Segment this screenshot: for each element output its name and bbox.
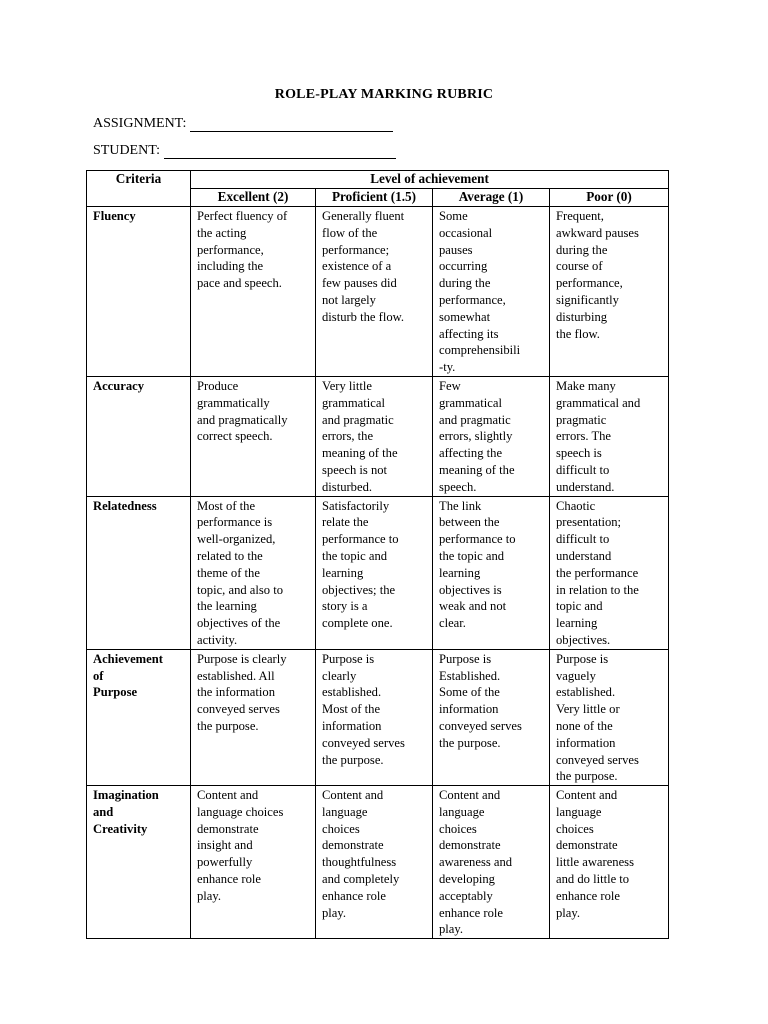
relatedness-proficient-cell: Satisfactorily relate the performance to the topic and learning objectives; the story is a complete one. (316, 496, 433, 649)
student-blank-line (164, 144, 396, 159)
purpose-proficient-cell: Purpose is clearly established. Most of the information conveyed serves the purpose. (316, 649, 433, 785)
relatedness-poor-cell: Chaotic presentation; difficult to understand the performance in relation to the topic and learning objectives. (550, 496, 669, 649)
level-header-average: Average (1) (433, 189, 550, 207)
table-row (87, 649, 669, 785)
rubric-table (86, 170, 669, 939)
accuracy-average-cell: Few grammatical and pragmatic errors, slightly affecting the meaning of the speech. (433, 376, 550, 496)
criterion-relatedness: Relatedness (87, 496, 191, 649)
purpose-excellent-cell: Purpose is clearly established. All the information conveyed serves the purpose. (191, 649, 316, 785)
student-label: STUDENT: (93, 143, 160, 158)
creativity-average-cell: Content and language choices demonstrate awareness and developing acceptably enhance role play. (433, 786, 550, 939)
creativity-excellent-cell: Content and language choices demonstrate insight and powerfully enhance role play. (191, 786, 316, 939)
level-header-excellent: Excellent (2) (191, 189, 316, 207)
relatedness-average-cell: The link between the performance to the topic and learning objectives is weak and not clear. (433, 496, 550, 649)
page-title: ROLE-PLAY MARKING RUBRIC (274, 87, 494, 102)
assignment-field (93, 116, 393, 132)
creativity-proficient-cell: Content and language choices demonstrate thoughtfulness and completely enhance role play. (316, 786, 433, 939)
table-row (87, 496, 669, 649)
criterion-imagination-and-creativity: Imagination and Creativity (87, 786, 191, 939)
relatedness-excellent-cell: Most of the performance is well-organized, related to the theme of the topic, and also to the learning objectives of the activity. (191, 496, 316, 649)
level-of-achievement-header: Level of achievement (191, 171, 669, 189)
level-header-poor: Poor (0) (550, 189, 669, 207)
fluency-excellent-cell: Perfect fluency of the acting performance, including the pace and speech. (191, 207, 316, 377)
criterion-accuracy: Accuracy (87, 376, 191, 496)
table-row (87, 376, 669, 496)
table-row (87, 207, 669, 377)
accuracy-excellent-cell: Produce grammatically and pragmatically correct speech. (191, 376, 316, 496)
criterion-achievement-of-purpose: Achievement of Purpose (87, 649, 191, 785)
purpose-poor-cell: Purpose is vaguely established. Very little or none of the information conveyed serves the purpose. (550, 649, 669, 785)
level-header-proficient: Proficient (1.5) (316, 189, 433, 207)
table-row (87, 786, 669, 939)
accuracy-poor-cell: Make many grammatical and pragmatic errors. The speech is difficult to understand. (550, 376, 669, 496)
fluency-poor-cell: Frequent, awkward pauses during the course of performance, significantly disturbing the flow. (550, 207, 669, 377)
criteria-header: Criteria (87, 171, 191, 207)
criterion-fluency: Fluency (87, 207, 191, 377)
accuracy-proficient-cell: Very little grammatical and pragmatic errors, the meaning of the speech is not disturbed. (316, 376, 433, 496)
creativity-poor-cell: Content and language choices demonstrate little awareness and do little to enhance role play. (550, 786, 669, 939)
assignment-blank-line (190, 117, 393, 132)
assignment-label: ASSIGNMENT: (93, 116, 187, 131)
purpose-average-cell: Purpose is Established. Some of the information conveyed serves the purpose. (433, 649, 550, 785)
fluency-average-cell: Some occasional pauses occurring during the performance, somewhat affecting its comprehensibili -ty. (433, 207, 550, 377)
student-field (93, 143, 396, 159)
fluency-proficient-cell: Generally fluent flow of the performance; existence of a few pauses did not largely disturb the flow. (316, 207, 433, 377)
